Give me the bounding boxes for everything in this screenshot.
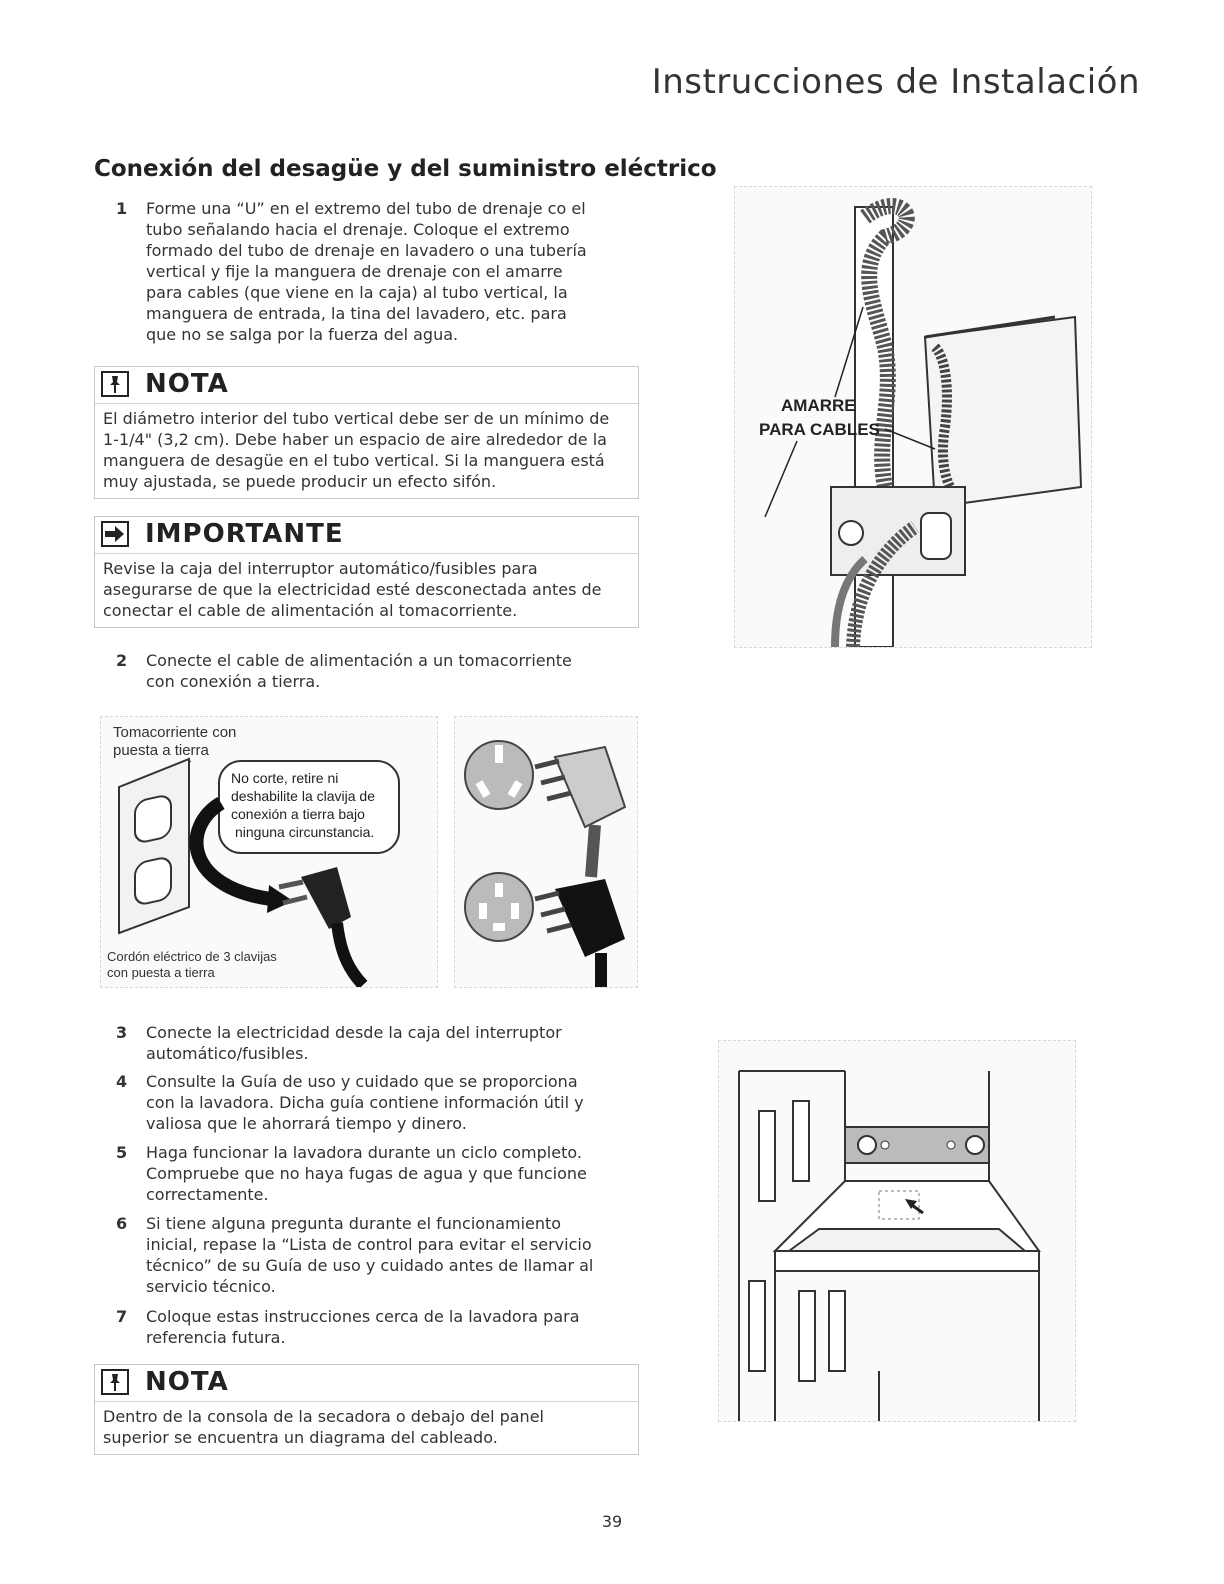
note-callout: [94, 366, 639, 499]
outlet-label-top-1: Tomacorriente con: [113, 724, 237, 741]
important-text: Revise la caja del interruptor automático/fusibles para asegurarse de que la electricidad esté desconectada antes de conectar el cable de alimentación al tomacorriente.: [103, 559, 602, 620]
note-label: NOTA: [145, 1367, 229, 1397]
step-6: [116, 1213, 636, 1297]
step-text: Si tiene alguna pregunta durante el funcionamiento inicial, repase la “Lista de control para evitar el servicio técnico” de su Guía de uso y cuidado antes de llamar al servicio técnico.: [146, 1214, 594, 1296]
step-text: Conecte el cable de alimentación a un tomacorriente con conexión a tierra.: [146, 651, 572, 691]
important-label: IMPORTANTE: [145, 519, 344, 549]
note-callout-2: [94, 1364, 639, 1455]
bubble-line-1: No corte, retire ni: [231, 770, 339, 786]
drain-hose-illustration: [734, 186, 1092, 648]
outlet-label-bottom-2: con puesta a tierra: [107, 965, 215, 980]
step-3: [116, 1022, 636, 1064]
step-text: Haga funcionar la lavadora durante un ciclo completo. Compruebe que no haya fugas de agua y que funcione correctamente.: [146, 1143, 587, 1204]
zip-tie-label-1: AMARRE: [781, 396, 856, 415]
page-number: 39: [601, 1512, 623, 1531]
outlet-illustration: [100, 716, 438, 988]
outlet-label-bottom-1: Cordón eléctrico de 3 clavijas: [107, 949, 277, 964]
pushpin-icon: [101, 371, 129, 397]
step-number: 5: [116, 1143, 128, 1162]
arrow-right-icon: [101, 521, 129, 547]
note-label: NOTA: [145, 369, 229, 399]
step-number: 7: [116, 1307, 128, 1326]
step-text: Consulte la Guía de uso y cuidado que se proporciona con la lavadora. Dicha guía contiene información útil y valiosa que le ahorrará tiempo y dinero.: [146, 1072, 584, 1133]
washer-dryer-illustration: [718, 1040, 1076, 1422]
step-text: Conecte la electricidad desde la caja del interruptor automático/fusibles.: [146, 1023, 562, 1063]
step-number: 6: [116, 1214, 128, 1233]
note-text: Dentro de la consola de la secadora o debajo del panel superior se encuentra un diagrama del cableado.: [103, 1407, 544, 1447]
pushpin-icon: [101, 1369, 129, 1395]
step-text: Coloque estas instrucciones cerca de la lavadora para referencia futura.: [146, 1307, 580, 1347]
bubble-line-2: deshabilite la clavija de: [231, 788, 375, 804]
zip-tie-label-2: PARA CABLES: [759, 420, 880, 439]
step-text: Forme una “U” en el extremo del tubo de drenaje co el tubo señalando hacia el drenaje. Coloque el extremo formado del tubo de drenaje en lavadero o una tubería vertical y fije la manguera de drenaje con el amarre para cables (que viene en la caja) al tubo vertical, la manguera de entrada, la tina del lavadero, etc. para que no se salga por la fuerza del agua.: [146, 199, 587, 344]
step-1: [116, 198, 636, 345]
step-7: [116, 1306, 636, 1348]
outlet-label-top-2: puesta a tierra: [113, 742, 209, 759]
important-callout: [94, 516, 639, 628]
step-number: 1: [116, 199, 128, 218]
step-number: 3: [116, 1023, 128, 1042]
bubble-line-3: conexión a tierra bajo: [231, 806, 365, 822]
bubble-line-4: ninguna circunstancia.: [235, 824, 375, 840]
step-4: [116, 1071, 636, 1134]
note-text: El diámetro interior del tubo vertical debe ser de un mínimo de 1-1/4" (3,2 cm). Debe haber un espacio de aire alrededor de la manguera de desagüe en el tubo vertical. Si la manguera está muy ajustada, se puede producir un efecto sifón.: [103, 409, 610, 491]
step-number: 4: [116, 1072, 128, 1091]
step-number: 2: [116, 651, 128, 670]
step-2: [116, 650, 636, 692]
page-header-title: Instrucciones de Instalación: [651, 62, 1140, 102]
section-title: Conexión del desagüe y del suministro eléctrico: [94, 156, 717, 182]
plug-types-illustration: [454, 716, 638, 988]
step-5: [116, 1142, 636, 1205]
